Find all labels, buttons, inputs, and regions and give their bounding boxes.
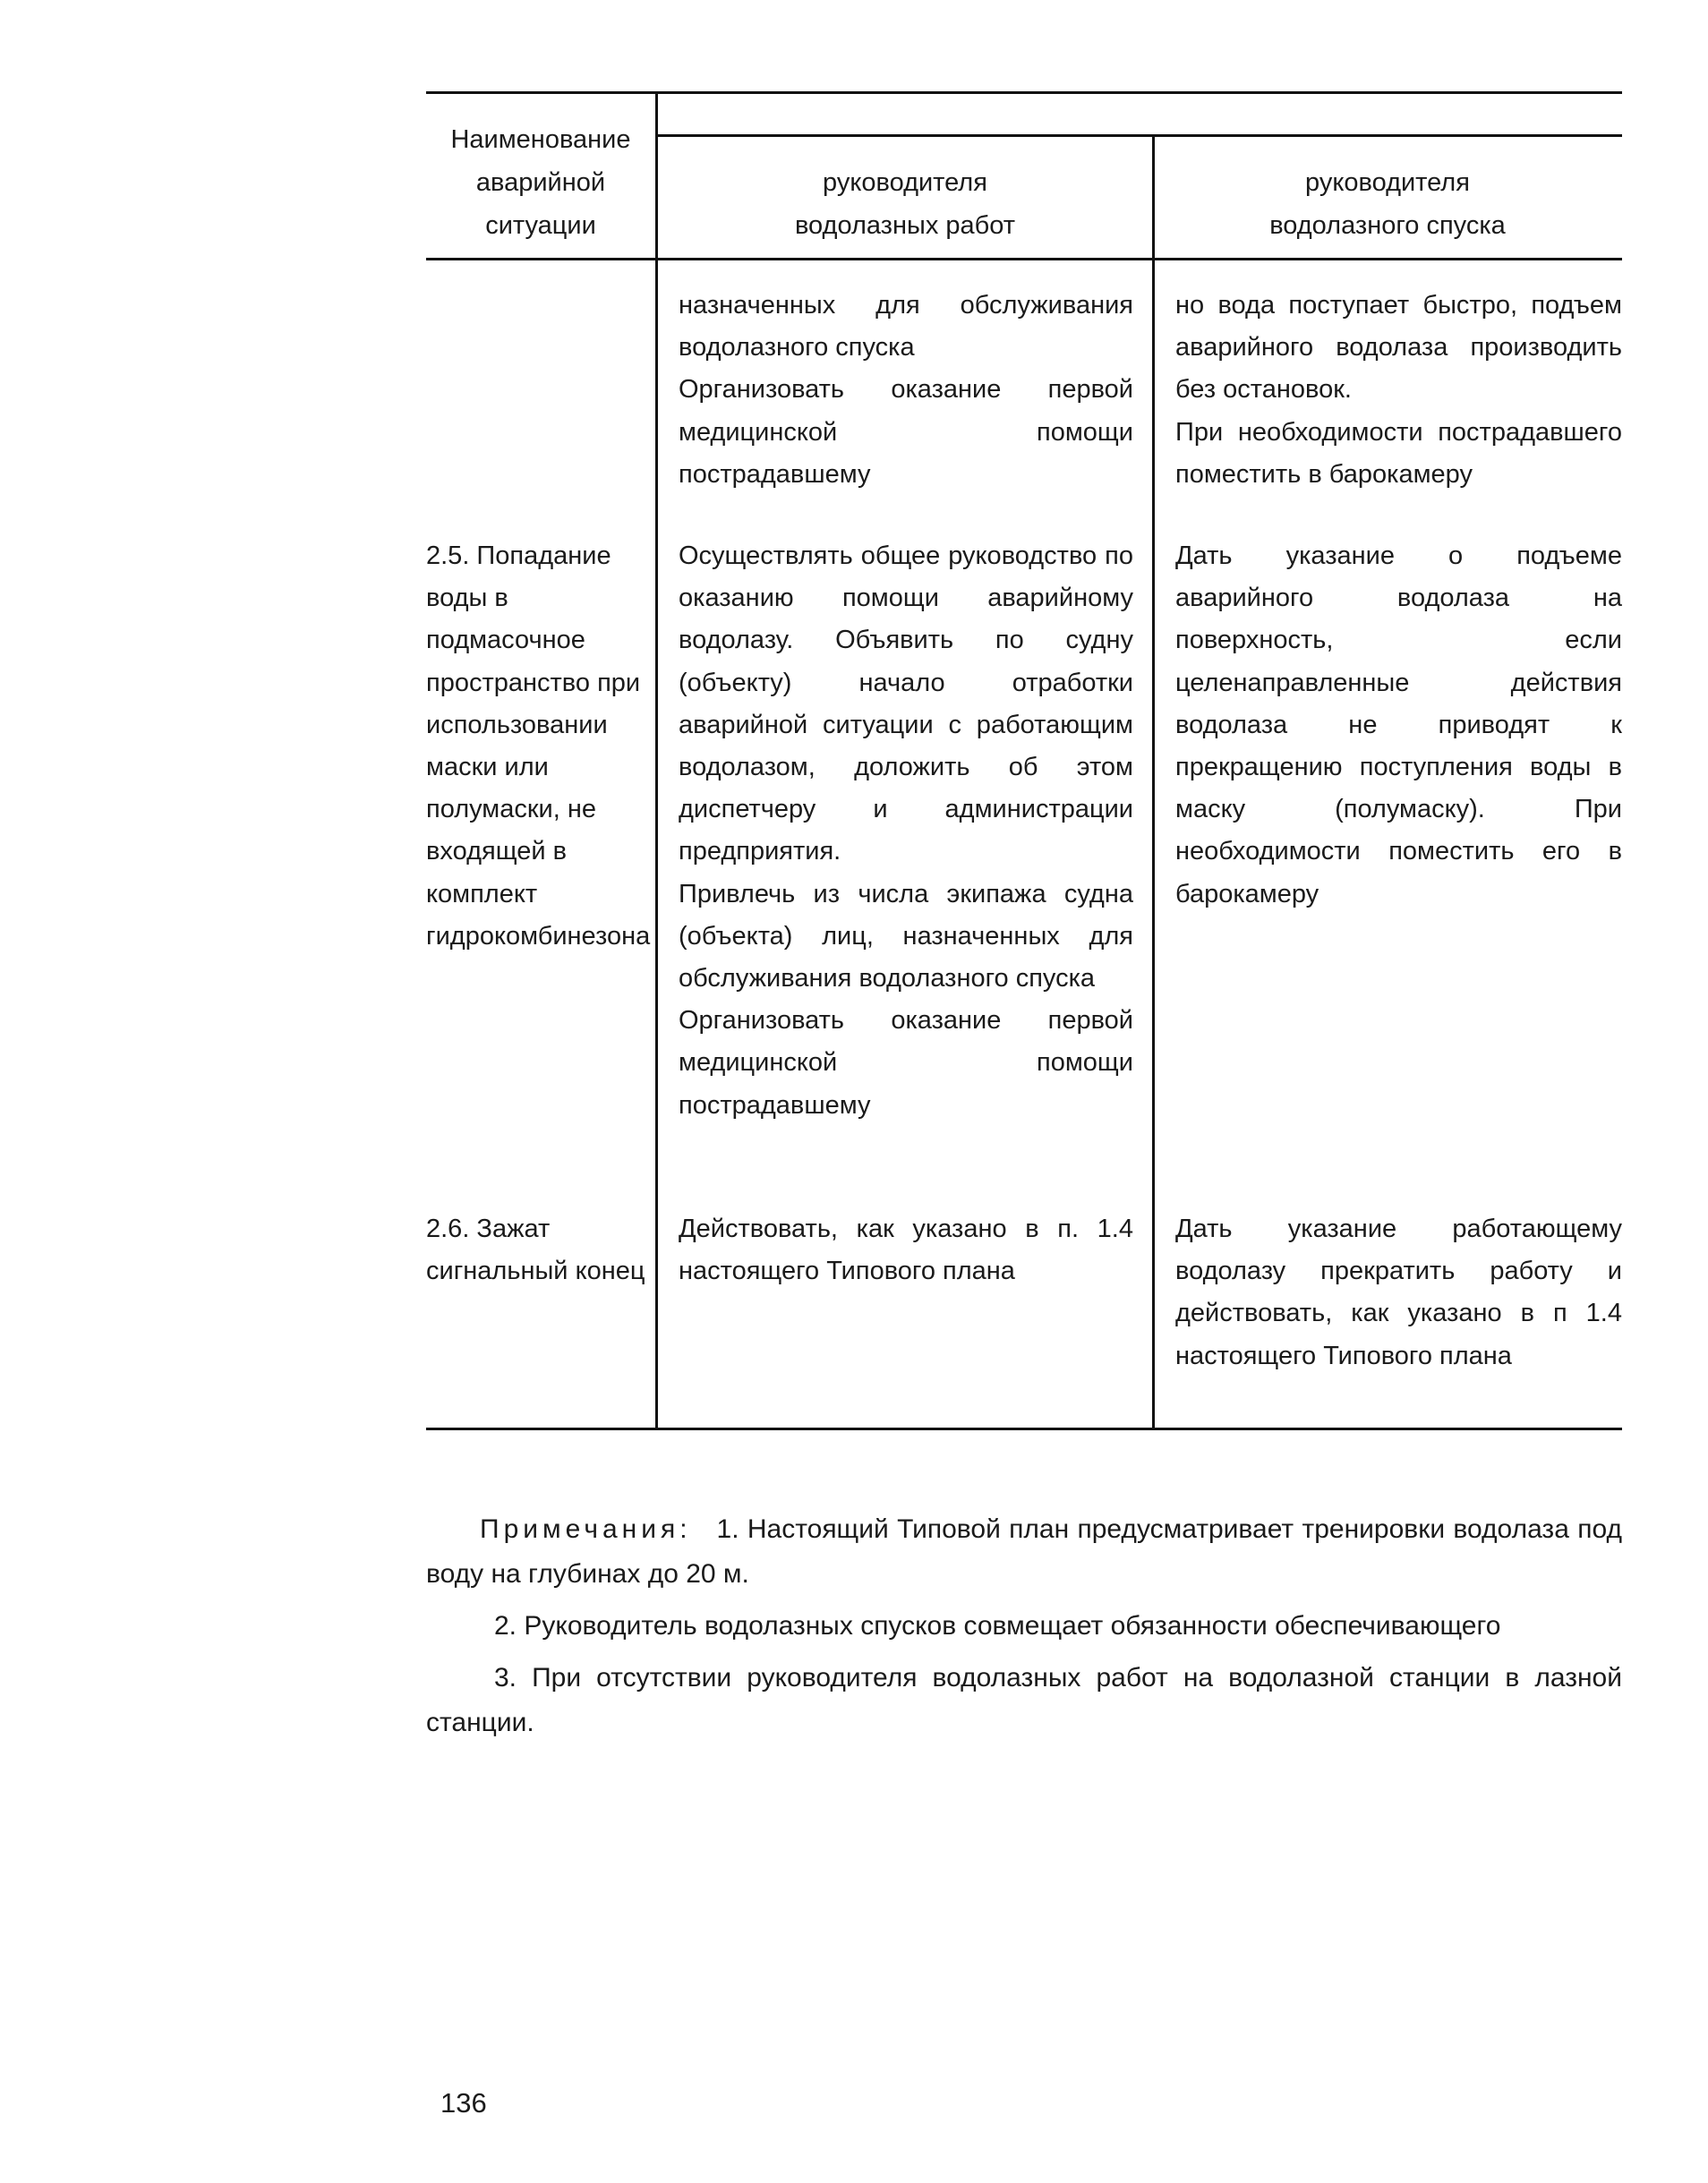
row-continued-work-supervisor: назначенных для обслуживания водолазного спуска Организовать оказание первой медицинской помощи пострадавшему bbox=[679, 291, 1133, 489]
header-bottom-rule bbox=[426, 258, 1622, 260]
column-divider-2 bbox=[1152, 134, 1155, 1430]
notes-title: Примечания: bbox=[480, 1514, 692, 1544]
column-divider-1 bbox=[655, 91, 658, 1430]
row-2-6-descent-supervisor: Дать указание работающему водолазу прекратить работу и действовать, как указано в п 1.4 настоящего Типового плана bbox=[1175, 1215, 1622, 1370]
row-continued-descent-supervisor: но вода поступает быстро, подъем аварийного водолаза производить без остановок. При необходимости пострадавшего поместить в барокамеру bbox=[1175, 291, 1622, 489]
table-bottom-rule bbox=[426, 1428, 1622, 1430]
notes-block bbox=[426, 1507, 1622, 1745]
emergency-actions-table bbox=[426, 91, 1622, 1430]
note-3: 3. При отсутствии руководителя водолазных работ на водолазной станции в лазной станции. bbox=[426, 1663, 1622, 1737]
header-descent-supervisor: руководителя водолазного спуска bbox=[1269, 168, 1506, 240]
header-work-supervisor: руководителя водолазных работ bbox=[794, 168, 1016, 240]
row-2-5-situation: 2.5. Попадание воды в подмасочное пространство при использовании маски или полумаски, не входящей в комплект гидрокомбинезона bbox=[426, 541, 651, 951]
table-top-rule bbox=[426, 91, 1622, 94]
row-2-5-work-supervisor: Осуществлять общее руководство по оказанию помощи аварийному водолазу. Объявить по судну (объекту) начало отработки аварийной ситуации с работающим водолазом, доложить об этом диспетчеру и администрации предприятия. Привлечь из числа экипажа судна (объекта) лиц, назначенных для обслуживания водолазного спуска Организовать оказание первой медицинской помощи пострадавшему bbox=[679, 541, 1133, 1120]
header-subgroup-rule bbox=[655, 134, 1622, 137]
page-number: 136 bbox=[440, 2087, 487, 2119]
row-2-6-work-supervisor: Действовать, как указано в п. 1.4 настоящего Типового плана bbox=[679, 1215, 1133, 1286]
note-2: 2. Руководитель водолазных спусков совмещает обязанности обеспечивающего bbox=[494, 1611, 1501, 1641]
note-1: Примечания: 1. Настоящий Типовой план предусматривает тренировки водолаза под воду на глубинах до 20 м. bbox=[426, 1514, 1622, 1589]
header-situation-name: Наименование аварийной ситуации bbox=[450, 125, 631, 240]
row-2-6-situation: 2.6. Зажат сигнальный конец bbox=[426, 1215, 645, 1286]
row-2-5-descent-supervisor: Дать указание о подъеме аварийного водолаза на поверхность, если целенаправленные действия водолаза не приводят к прекращению поступления воды в маску (полумаску). При необходимости поместить его в барокамеру bbox=[1175, 541, 1622, 908]
